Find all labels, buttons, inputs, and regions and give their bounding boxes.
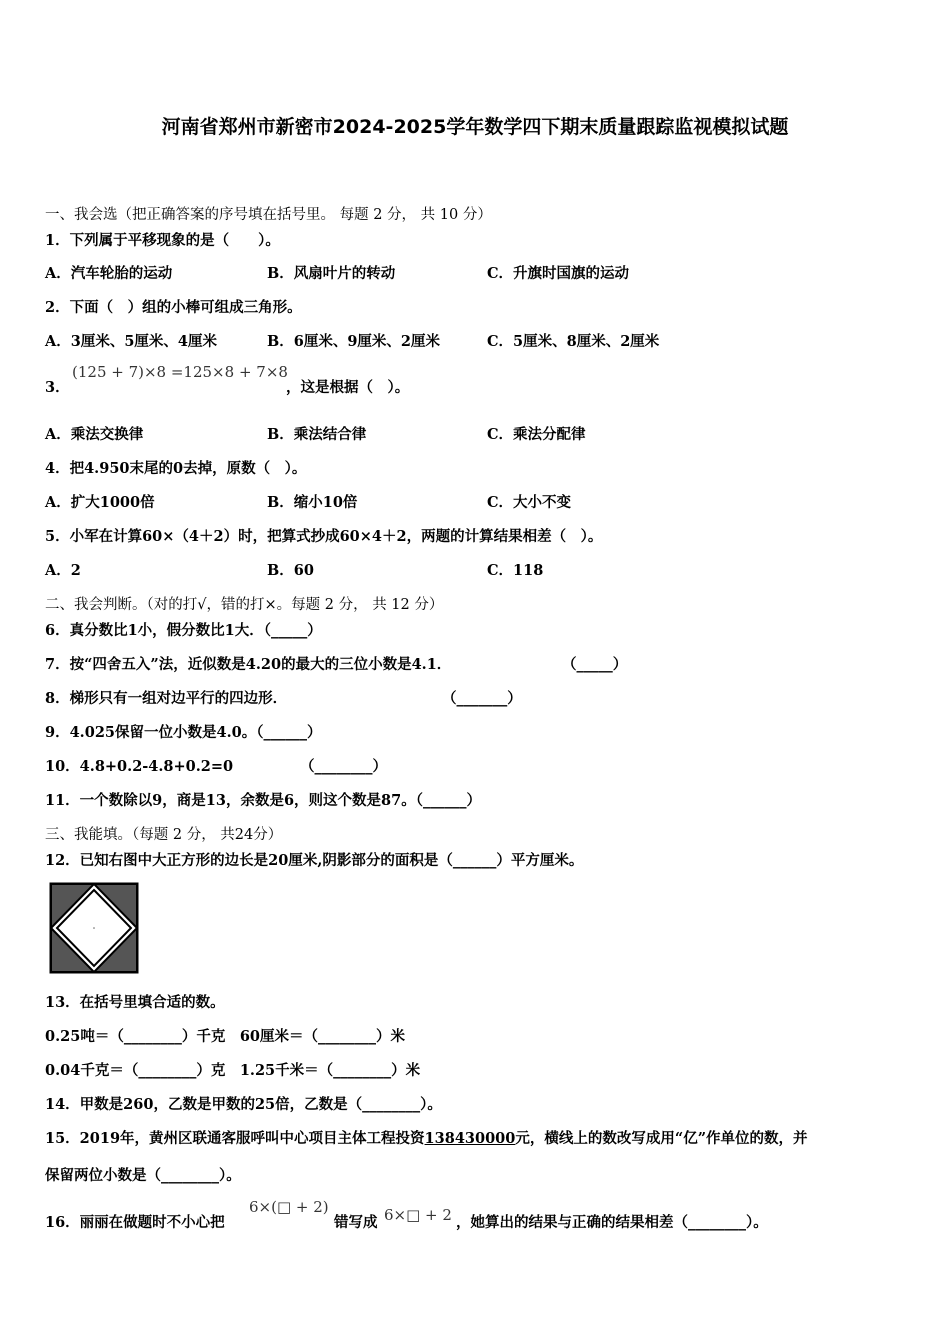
question-7: 7．按“四舍五入”法，近似数是4.20的最大的三位小数是4.1． xyxy=(45,656,452,673)
question-5: 5．小军在计算60×（4＋2）时，把算式抄成60×4＋2，两题的计算结果相差（ ）。 xyxy=(45,528,603,545)
q3-option-b: B．乘法结合律 xyxy=(267,426,367,443)
q2-option-a: A．3厘米、5厘米、4厘米 xyxy=(45,333,218,350)
question-16-prefix: 16．丽丽在做题时不小心把 xyxy=(45,1214,225,1231)
question-15-suffix: 元，横线上的数改写成用“亿”作单位的数，并 xyxy=(515,1130,808,1147)
center-dot xyxy=(93,927,95,929)
q5-option-c: C．118 xyxy=(487,562,544,579)
question-15-prefix: 15．2019年，黄州区联通客服呼叫中心项目主体工程投资 xyxy=(45,1130,425,1147)
question-9: 9．4.025保留一位小数是4.0。（______） xyxy=(45,724,322,741)
question-15-number: 138430000 xyxy=(424,1130,516,1147)
question-14: 14．甲数是260，乙数是甲数的25倍，乙数是（________）。 xyxy=(45,1096,442,1113)
question-3-text: ，这是根据（ ）。 xyxy=(286,379,410,396)
question-16-middle: 错写成 xyxy=(334,1214,378,1231)
q5-option-b: B．60 xyxy=(267,562,314,579)
question-15-line-2: 保留两位小数是（________）。 xyxy=(45,1167,241,1184)
page-title: 河南省郑州市新密市2024-2025学年数学四下期末质量跟踪监视模拟试题 xyxy=(161,116,789,138)
question-16-formula-1: 6×(□ + 2) xyxy=(249,1198,329,1216)
q5-option-a: A．2 xyxy=(45,562,81,579)
q2-option-b: B．6厘米、9厘米、2厘米 xyxy=(267,333,441,350)
q4-option-a: A．扩大1000倍 xyxy=(45,494,155,511)
question-13: 13．在括号里填合适的数。 xyxy=(45,994,225,1011)
section-2-header: 二、我会判断。（对的打√，错的打×。每题 2 分， 共 12 分） xyxy=(45,597,444,613)
question-7-blank: （_____） xyxy=(562,656,628,673)
q4-option-c: C．大小不变 xyxy=(487,494,572,511)
q1-option-b: B．风扇叶片的转动 xyxy=(267,265,396,282)
question-8-blank: （_______） xyxy=(442,690,522,707)
question-3-formula: (125 + 7)×8 =125×8 + 7×8 xyxy=(72,363,288,381)
q3-option-a: A．乘法交换律 xyxy=(45,426,144,443)
question-3-number: 3． xyxy=(45,379,70,396)
q2-option-c: C．5厘米、8厘米、2厘米 xyxy=(487,333,660,350)
question-12: 12．已知右图中大正方形的边长是20厘米,阴影部分的面积是（______）平方厘米。 xyxy=(45,852,584,869)
question-10: 10．4.8+0.2-4.8+0.2=0 xyxy=(45,758,234,775)
question-16-suffix: ，她算出的结果与正确的结果相差（________）。 xyxy=(456,1214,768,1231)
question-10-blank: （________） xyxy=(300,758,387,775)
question-4: 4．把4.950末尾的0去掉，原数（ ）。 xyxy=(45,460,307,477)
q4-option-b: B．缩小10倍 xyxy=(267,494,358,511)
question-13-line-2: 0.04千克＝（________）克 1.25千米＝（________）米 xyxy=(45,1062,421,1079)
question-8: 8．梯形只有一组对边平行的四边形． xyxy=(45,690,288,707)
question-16-formula-2: 6×□ + 2 xyxy=(384,1206,452,1224)
question-6: 6．真分数比1小，假分数比1大．（_____） xyxy=(45,622,322,639)
q1-option-a: A．汽车轮胎的运动 xyxy=(45,265,173,282)
question-11: 11．一个数除以9，商是13，余数是6，则这个数是87。（______） xyxy=(45,792,481,809)
square-figure xyxy=(45,880,141,976)
section-3-header: 三、我能填。（每题 2 分， 共24分） xyxy=(45,827,283,843)
question-2: 2．下面（ ）组的小棒可组成三角形。 xyxy=(45,299,302,316)
question-1: 1．下列属于平移现象的是（ ）。 xyxy=(45,232,280,249)
section-1-header: 一、我会选（把正确答案的序号填在括号里。 每题 2 分， 共 10 分） xyxy=(45,207,492,223)
q3-option-c: C．乘法分配律 xyxy=(487,426,586,443)
question-13-line-1: 0.25吨＝（________）千克 60厘米＝（________）米 xyxy=(45,1028,405,1045)
question-15 xyxy=(45,1127,808,1148)
q1-option-c: C．升旗时国旗的运动 xyxy=(487,265,630,282)
